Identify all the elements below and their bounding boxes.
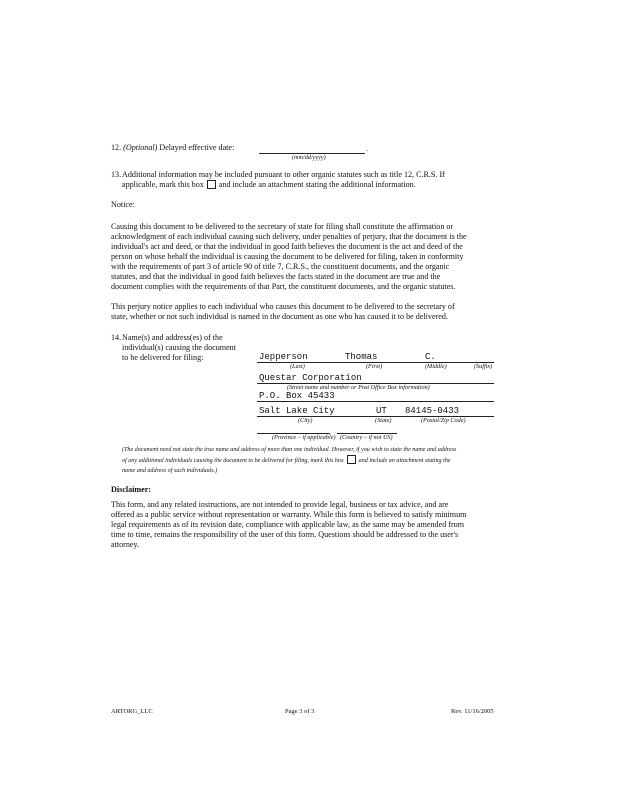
cap-suffix: (Suffix) bbox=[474, 363, 493, 370]
cap-first: (First) bbox=[366, 363, 383, 370]
effective-date-caption: (mm/dd/yyyy) bbox=[292, 154, 326, 161]
disclaimer-line: legal requirements as of its revision date, compliance with applicable law, as the same may be amended from bbox=[111, 520, 465, 530]
street2-line bbox=[257, 401, 494, 402]
cap-country: (Country – if not US) bbox=[340, 434, 393, 441]
item-14-footnote bbox=[122, 446, 456, 476]
notice-heading: Notice: bbox=[111, 200, 135, 209]
notice-line: statutes, and that the individual in good faith believes the facts stated in the document are true and the bbox=[111, 272, 441, 282]
additional-info-checkbox[interactable] bbox=[207, 180, 216, 189]
item-14-number: 14. bbox=[111, 333, 122, 342]
first-name-value[interactable]: Thomas bbox=[345, 352, 378, 362]
notice-line: acknowledgment of each individual causing such delivery, under penalties of perjury, that the document is the bbox=[111, 232, 467, 242]
state-value[interactable]: UT bbox=[376, 406, 387, 416]
notice-line: document complies with the requirements of that Part, the constituent documents, and the organic statutes. bbox=[111, 282, 456, 292]
disclaimer-line: attorney. bbox=[111, 540, 140, 550]
cap-zip: (Postal/Zip Code) bbox=[421, 417, 466, 424]
item-13-number: 13. bbox=[111, 170, 122, 179]
footer-revision: Rev. 11/16/2005 bbox=[451, 708, 494, 715]
cap-street: (Street name and number or Post Office Box information) bbox=[287, 384, 430, 391]
footnote-line: name and address of such individuals.) bbox=[122, 467, 218, 474]
footnote-line bbox=[122, 455, 456, 466]
item-12 bbox=[111, 143, 234, 153]
disclaimer-text bbox=[111, 500, 466, 550]
footnote-line-2b: and include an attachment stating the bbox=[358, 458, 451, 465]
footer-page-number: Page 3 of 3 bbox=[285, 708, 315, 715]
cap-middle: (Middle) bbox=[425, 363, 447, 370]
item-13-line1: Additional information may be included pursuant to other organic statutes such as title 12, C.R.S. If bbox=[122, 170, 445, 179]
disclaimer-line: This form, and any related instructions, are not intended to provide legal, business or tax advice, and are bbox=[111, 500, 449, 509]
city-value[interactable]: Salt Lake City bbox=[259, 406, 335, 416]
item-12-label: Delayed effective date: bbox=[159, 143, 235, 152]
street-value[interactable]: Questar Corporation bbox=[259, 373, 362, 383]
middle-name-value[interactable]: C. bbox=[425, 352, 436, 362]
footnote-line: (The document need not state the true name and address of more than one individual. However, if you wish to state the name and address bbox=[122, 447, 457, 453]
item-14-label-line: individual(s) causing the document bbox=[122, 343, 236, 353]
footer-form-id: ARTORG_LLC bbox=[111, 708, 153, 715]
item-12-number: 12. bbox=[111, 143, 122, 152]
notice-paragraph-1 bbox=[111, 222, 467, 292]
street2-value[interactable]: P.O. Box 45433 bbox=[259, 391, 335, 401]
item-13-line2 bbox=[122, 180, 416, 190]
disclaimer-line: time to time, remains the responsibility of the user of this form. Questions should be addressed to the user's bbox=[111, 530, 459, 540]
footnote-line-2a: of any additional individuals causing the document to be delivered for filing, mark this box bbox=[122, 458, 344, 465]
cap-last: (Last) bbox=[290, 363, 305, 370]
item-12-period: . bbox=[366, 144, 369, 153]
disclaimer-line: offered as a public service without representation or warranty. While this form is believed to satisfy minimum bbox=[111, 510, 467, 520]
notice-line: with the requirements of part 3 of article 90 of title 7, C.R.S., the constituent documents, and the organic bbox=[111, 262, 450, 272]
additional-individuals-checkbox[interactable] bbox=[347, 455, 356, 464]
notice-line: Causing this document to be delivered to the secretary of state for filing shall constitute the affirmation or bbox=[111, 222, 454, 231]
item-12-optional: (Optional) bbox=[123, 143, 158, 152]
item-14-label-line: to be delivered for filing: bbox=[122, 353, 204, 363]
zip-value[interactable]: 84145-0433 bbox=[405, 406, 460, 416]
item-13-line2b: and include an attachment stating the additional information. bbox=[218, 180, 416, 189]
disclaimer-heading: Disclaimer: bbox=[111, 485, 152, 494]
item-13-line2a: applicable, mark this box bbox=[122, 180, 204, 189]
item-14-label-line: Name(s) and address(es) of the bbox=[122, 333, 223, 342]
notice-paragraph-2 bbox=[111, 302, 455, 322]
cap-province: (Province – if applicable) bbox=[272, 434, 336, 441]
cap-city: (City) bbox=[298, 417, 313, 424]
notice-line: person on whose behalf the individual is causing the document to be delivered for filing, taken in conformity bbox=[111, 252, 464, 262]
last-name-value[interactable]: Jepperson bbox=[259, 352, 308, 362]
item-14-label bbox=[122, 333, 236, 363]
notice-line: individual's act and deed, or that the individual in good faith believes the document is the act and deed of the bbox=[111, 242, 463, 252]
cap-state: (State) bbox=[375, 417, 392, 424]
notice-line: state, whether or not such individual is named in the document as one who has caused it to be delivered. bbox=[111, 312, 448, 322]
notice-line: This perjury notice applies to each individual who causes this document to be delivered to the secretary of bbox=[111, 302, 455, 311]
